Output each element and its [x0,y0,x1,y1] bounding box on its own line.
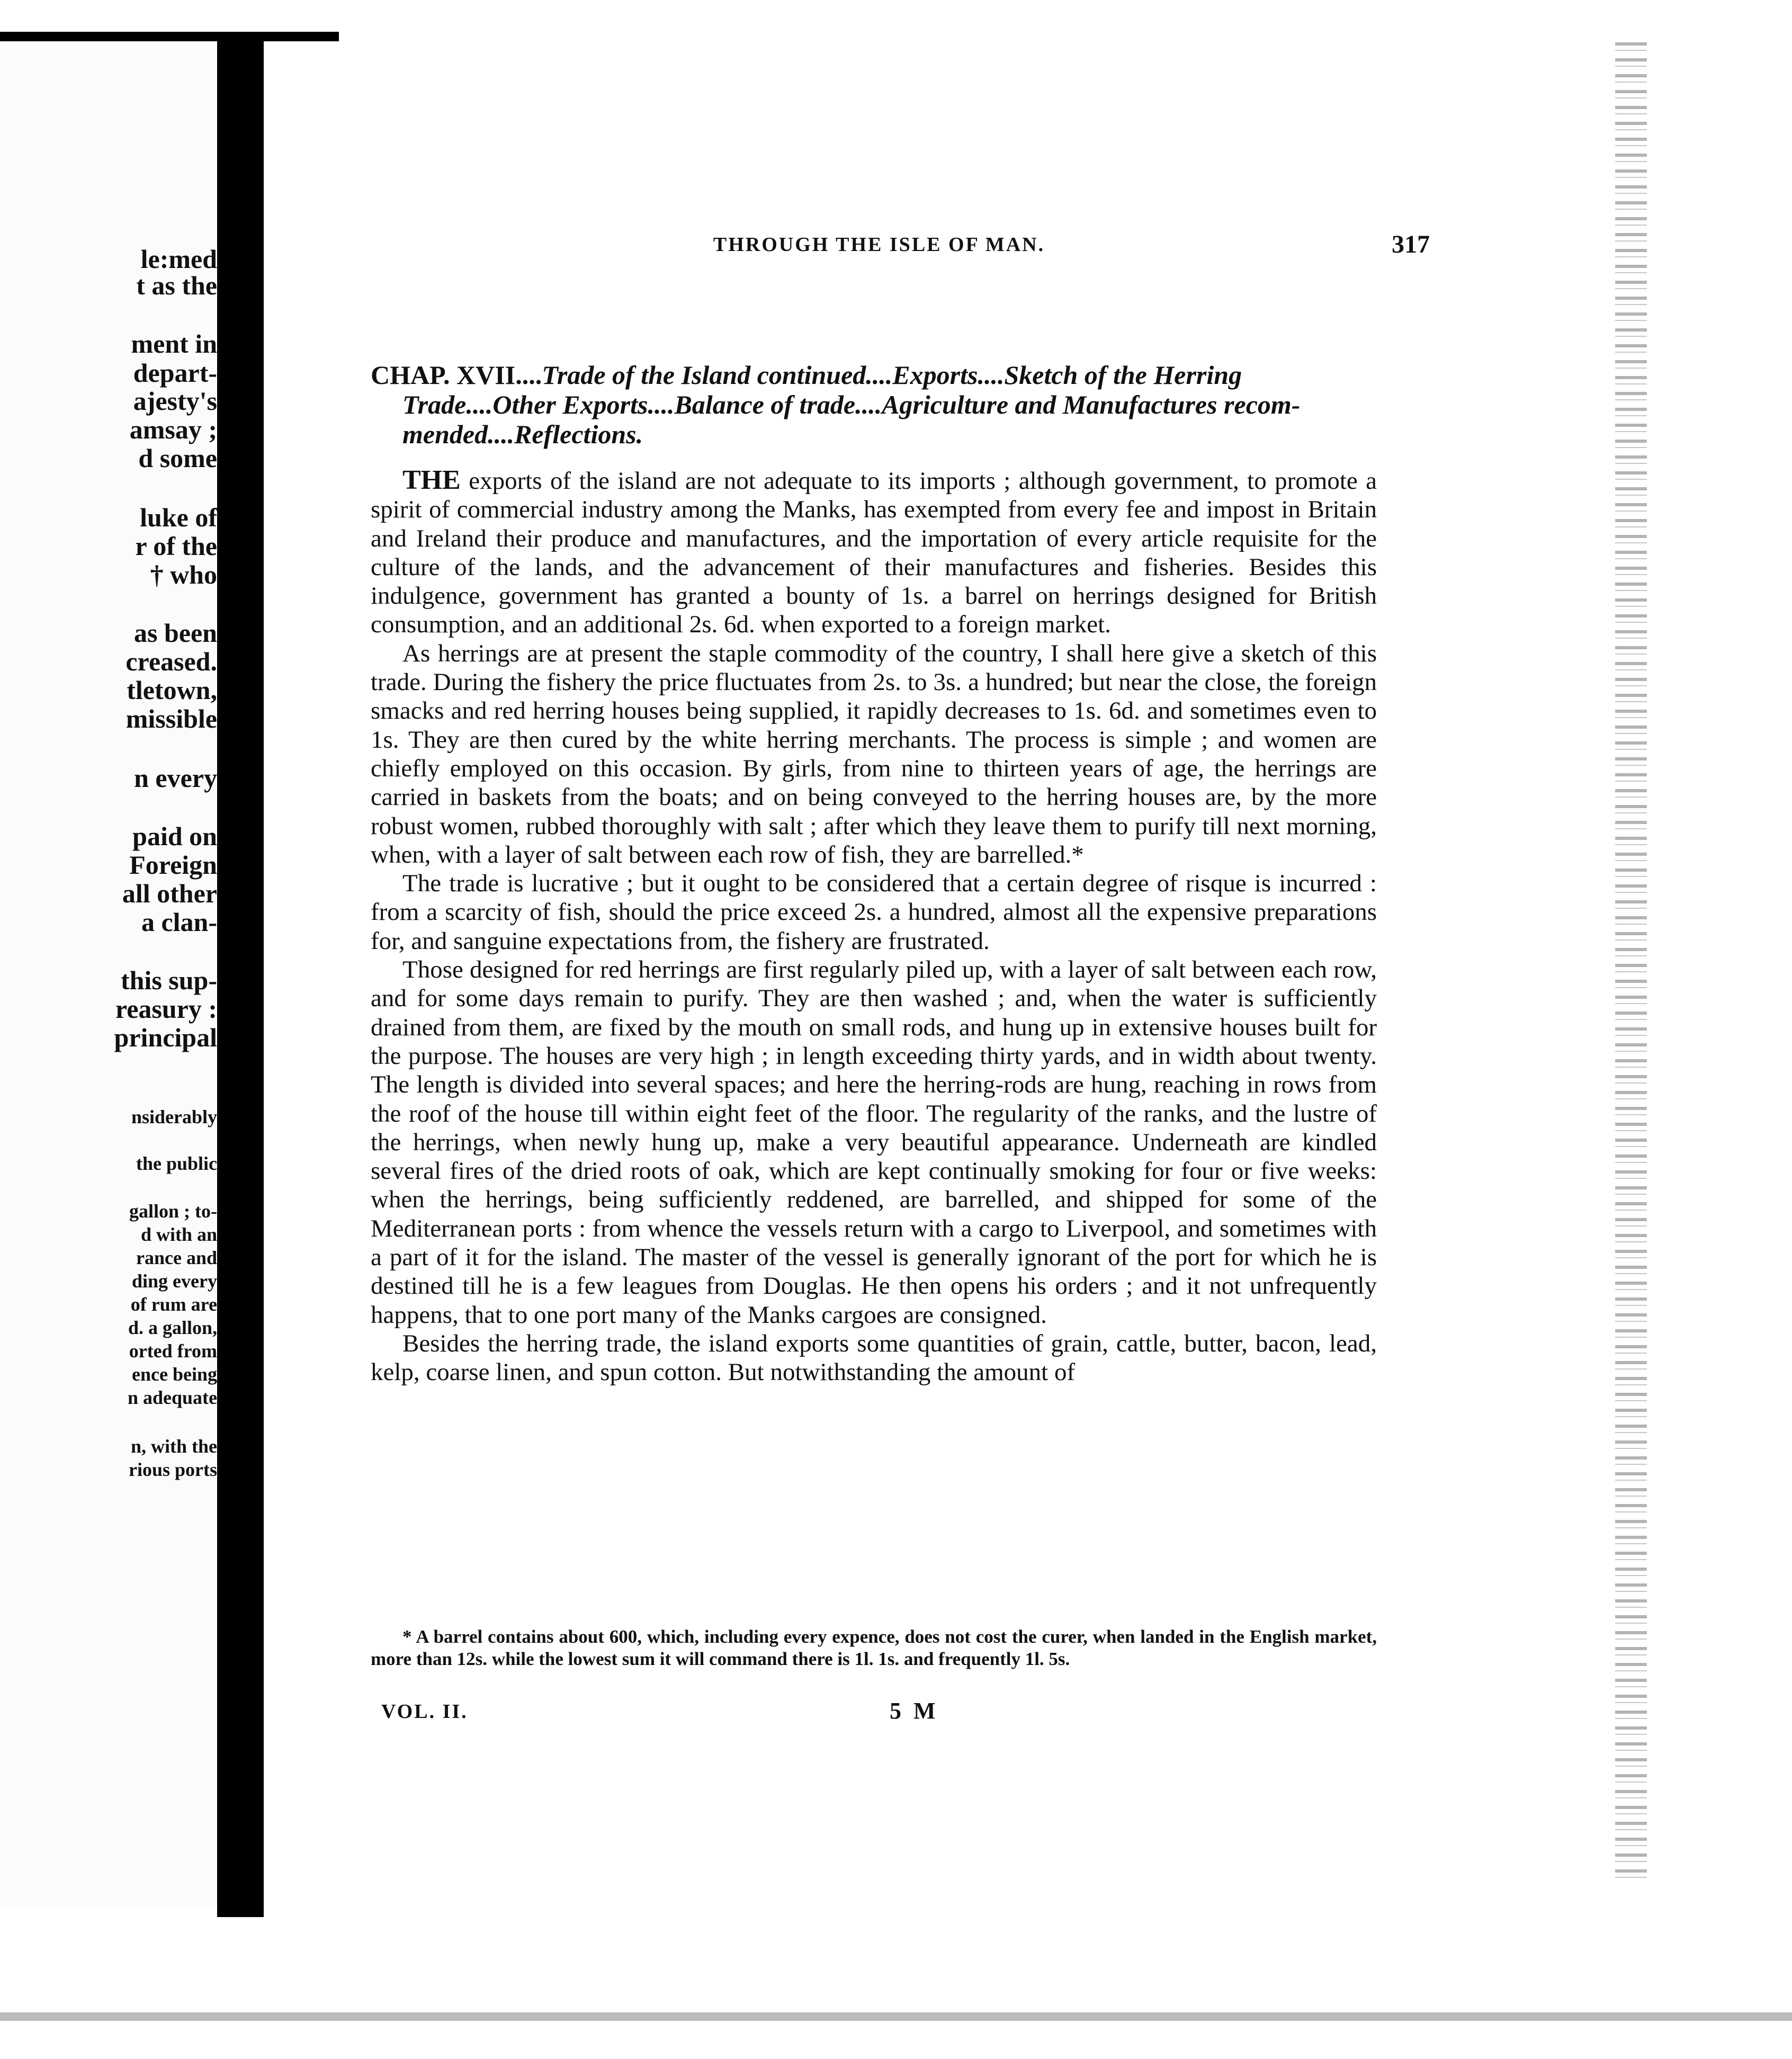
facing-page-line: d some [138,443,217,473]
paragraph-3: The trade is lucrative ; but it ought to be considered that a certain degree of risque is incurred : from a scarcity of fish, should the price exceed 2s. a hundred, almost all the expensive preparations for, and sanguine expectations from, the fishery are frustrated. [371,870,1377,955]
page-edge-shadow [1615,42,1647,1885]
facing-page-line: orted from [129,1340,217,1362]
running-head [371,222,1430,265]
facing-page-line: creased. [126,647,217,676]
book-page [371,222,1430,1758]
facing-page-line: reasury : [115,994,217,1024]
footnote-text: * A barrel contains about 600, which, including every expence, does not cost the curer, when landed in the English market, more than 12s. while the lowest sum it will command there is 1l. 1s. and frequently 1l. 5s. [371,1626,1377,1669]
book-spine-gutter [217,32,264,1917]
facing-page-line: d. a gallon, [128,1317,217,1338]
facing-page-line: t as the [136,271,217,300]
paragraph-lead-word: THE [402,465,461,495]
chapter-synopsis-line-1: Trade of the Island continued....Exports....Sketch of the Herring [542,360,1242,390]
facing-page-line: amsay ; [129,415,217,444]
chapter-synopsis-line-3: mended....Reflections. [402,419,643,449]
facing-page-line: ment in [131,329,217,359]
facing-page-line: Foreign [129,850,217,880]
paragraph-1-text: exports of the island are not adequate to its imports ; although government, to promote a spirit of commercial industry among the Manks, has exempted from every fee and impost in Britain and Ireland their produce and manufactures, and the importation of every article requisite for the culture of the lands, and the advancement of their manufactures and fisheries. Besides this indulgence, government has granted a bounty of 1s. a barrel on herrings designed for British consumption, and an additional 2s. 6d. when exported to a foreign market. [371,467,1377,639]
facing-page-line: n, with the [130,1436,217,1457]
facing-page-line: all other [122,879,217,908]
facing-page-line: ajesty's [133,386,217,416]
facing-page-line: luke of [140,503,217,532]
facing-page-line: le:med [140,244,217,274]
facing-page-line: r of the [135,531,217,561]
chapter-heading [371,360,1377,449]
facing-page-line: paid on [132,821,217,851]
chapter-label: CHAP. XVII.... [371,360,542,390]
facing-page-line: d with an [140,1224,217,1245]
facing-page-line: ence being [132,1364,217,1385]
facing-page-line: depart- [133,358,217,388]
top-border [0,32,339,41]
facing-page-fragment [0,42,217,1906]
bottom-edge [0,2012,1792,2021]
paragraph-4: Those designed for red herrings are first regularly piled up, with a layer of salt between each row, and for some days remain to purify. They are then washed ; and, when the water is sufficiently drained from them, are fixed by the mouth on small rods, and hung up in extensive houses built for the purpose. The houses are very high ; in length exceeding thirty yards, and in width about twenty. The length is divided into several spaces; and here the herring-rods are hung, reaching in rows from the roof of the house till within eight feet of the floor. The regularity of the ranks, and the lustre of the herrings, when newly hung up, make a very beautiful appearance. Underneath are kindled several fires of the dried roots of oak, which are kept continually smoking for four or five weeks: when the herrings, being sufficiently reddened, are barrelled, and shipped for some of the Mediterranean ports : from whence the vessels return with a cargo to Liverpool, and sometimes with a part of it for the island. The master of the vessel is generally ignorant of the port for which he is destined till he is a few leagues from Douglas. He then opens his orders ; and it not unfrequently happens, that to one port many of the Manks cargoes are consigned. [371,956,1377,1329]
facing-page-line: rious ports [128,1459,217,1480]
facing-page-line: as been [134,618,217,648]
chapter-synopsis-line-2: Trade....Other Exports....Balance of trade....Agriculture and Manufactures recom- [402,390,1301,419]
facing-page-line: n adequate [127,1387,217,1408]
facing-page-line: the public [136,1153,217,1174]
facing-page-line: rance and [136,1247,217,1268]
volume-label: VOL. II. [381,1700,468,1723]
signature-mark: 5 M [890,1698,939,1724]
body-text [371,466,1377,1387]
paragraph-1 [371,466,1377,639]
facing-page-line: gallon ; to- [129,1201,217,1222]
facing-page-line: of rum are [130,1294,217,1315]
paragraph-2: As herrings are at present the staple commodity of the country, I shall here give a sketch of this trade. During the fishery the price fluctuates from 2s. to 3s. a hundred; but near the close, the foreign smacks and red herring houses being supplied, it rapidly decreases to 1s. 6d. and sometimes even to 1s. They are then cured by the white herring merchants. The process is simple ; and women are chiefly employed on this occasion. By girls, from nine to thirteen years of age, the herrings are carried in baskets from the boats; and on being conveyed to the herring houses are, by the more robust women, rubbed thoroughly with salt ; after which they leave them to purify till next morning, when, with a layer of salt between each row of fish, they are barrelled.* [371,639,1377,869]
paragraph-5: Besides the herring trade, the island exports some quantities of grain, cattle, butter, bacon, lead, kelp, coarse linen, and spun cotton. But notwithstanding the amount of [371,1329,1377,1386]
page-number: 317 [1392,230,1430,258]
running-head-title: THROUGH THE ISLE OF MAN. [713,234,1045,256]
facing-page-line: † who [150,560,217,589]
facing-page-line: principal [114,1023,217,1052]
facing-page-line: n every [134,763,217,793]
facing-page-line: ding every [132,1270,217,1292]
facing-page-line: this sup- [120,965,217,995]
footnote [371,1626,1377,1670]
facing-page-line: missible [126,704,217,733]
facing-page-line: tletown, [127,675,217,705]
facing-page-line: a clan- [141,907,217,937]
facing-page-line: nsiderably [131,1106,217,1127]
